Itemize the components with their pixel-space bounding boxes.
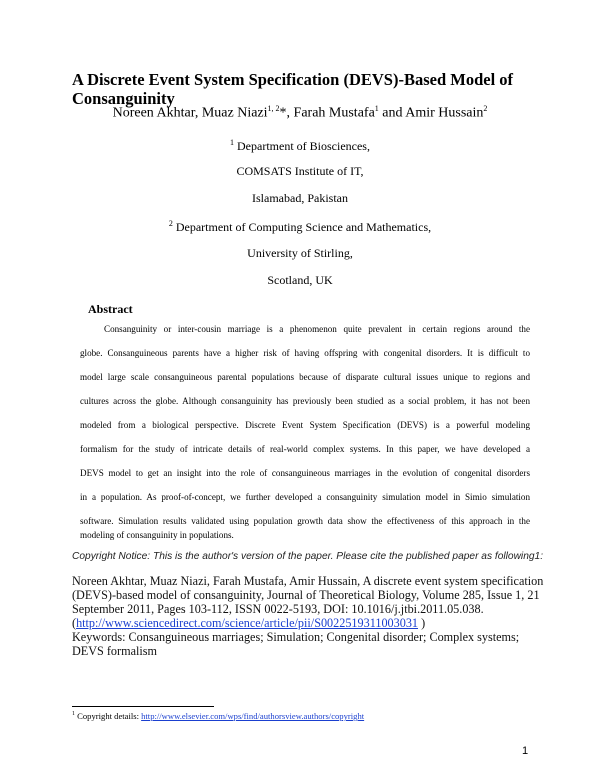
paren-open: ( [72, 616, 77, 630]
author-affiliation-mark: 1, 2 [267, 104, 280, 113]
citation-link-line [72, 616, 425, 631]
abstract-line: Consanguinity or inter-cousin marriage is a phenomenon quite prevalent in certain regions around the [104, 324, 530, 334]
keywords-line: Keywords: Consanguineous marriages; Simulation; Congenital disorder; Complex systems; [72, 630, 520, 644]
abstract-line: globe. Consanguineous parents have a higher risk of having offspring with congenital disorders. It is difficult to [80, 348, 530, 358]
footnote-mark: 1 [72, 711, 75, 718]
abstract-line: modeled from a biological perspective. Discrete Event System Specification (DEVS) is a powerful modeling [80, 420, 530, 430]
footnote [72, 711, 364, 721]
affiliation-text: Department of Computing Science and Mathematics, [175, 220, 432, 234]
page-number: 1 [522, 745, 529, 757]
affiliation-line: University of Stirling, [247, 246, 353, 260]
author-separator: and [378, 105, 406, 121]
citation-line: September 2011, Pages 103-112, ISSN 0022-5193, DOI: 10.1016/j.jtbi.2011.05.038. [72, 602, 484, 616]
affiliation-line [0, 138, 600, 154]
abstract-line: model large scale consanguineous parental populations because of disparate cultural issues unique to regions and [80, 372, 530, 382]
abstract-line: software. Simulation results validated using population growth data show the effectiveness of this approach in the [80, 516, 530, 526]
abstract-line: DEVS model to get an insight into the role of consanguineous marriages in the evolution of congenital disorders [80, 468, 530, 478]
author-name: Muaz Niazi [201, 105, 268, 121]
author-list [0, 104, 600, 122]
author-name: Noreen Akhtar [112, 105, 195, 121]
abstract-line: formalism for the study of intricate details of real-world complex systems. In this paper, we have developed a [80, 444, 530, 454]
keywords-line: DEVS formalism [72, 644, 157, 658]
author-separator: , [194, 105, 202, 121]
author-affiliation-mark: 2 [483, 104, 488, 113]
abstract-line: cultures across the globe. Although consanguinity has previously been studied as a social problem, it has not been [80, 396, 530, 406]
affiliation-line: COMSATS Institute of IT, [236, 164, 364, 178]
footnote-label: Copyright details: [75, 711, 142, 721]
author-name: Farah Mustafa [293, 105, 375, 121]
affiliation-mark: 2 [168, 219, 173, 228]
author-name: Amir Hussain [405, 105, 484, 121]
affiliation-mark: 1 [230, 138, 235, 147]
copyright-notice: Copyright Notice: This is the author's version of the paper. Please cite the published paper as following1: [72, 551, 544, 562]
abstract-line: in a population. As proof-of-concept, we further developed a consanguinity simulation model in Simio simulation [80, 492, 530, 502]
footnote-separator [72, 706, 214, 707]
affiliation-line: Scotland, UK [267, 273, 333, 287]
citation-line: (DEVS)-based model of consanguinity, Journal of Theoretical Biology, Volume 285, Issue 1, 21 [72, 588, 540, 602]
paren-close: ) [418, 616, 426, 630]
citation-link[interactable]: http://www.sciencedirect.com/science/article/pii/S0022519311003031 [76, 616, 419, 630]
author-separator: *, [279, 105, 294, 121]
abstract-line: modeling of consanguinity in populations. [80, 530, 234, 540]
affiliation-text: Department of Biosciences, [237, 139, 370, 153]
footnote-link[interactable]: http://www.elsevier.com/wps/find/authorsview.authors/copyright [141, 711, 365, 721]
affiliation-line [0, 219, 600, 235]
author-affiliation-mark: 1 [374, 104, 379, 113]
abstract-heading: Abstract [88, 302, 133, 316]
affiliation-line: Islamabad, Pakistan [252, 191, 348, 205]
citation-line: Noreen Akhtar, Muaz Niazi, Farah Mustafa, Amir Hussain, A discrete event system specification [72, 574, 544, 588]
paper-title: A Discrete Event System Specification (DEVS)-Based Model of Consanguinity [72, 70, 514, 108]
